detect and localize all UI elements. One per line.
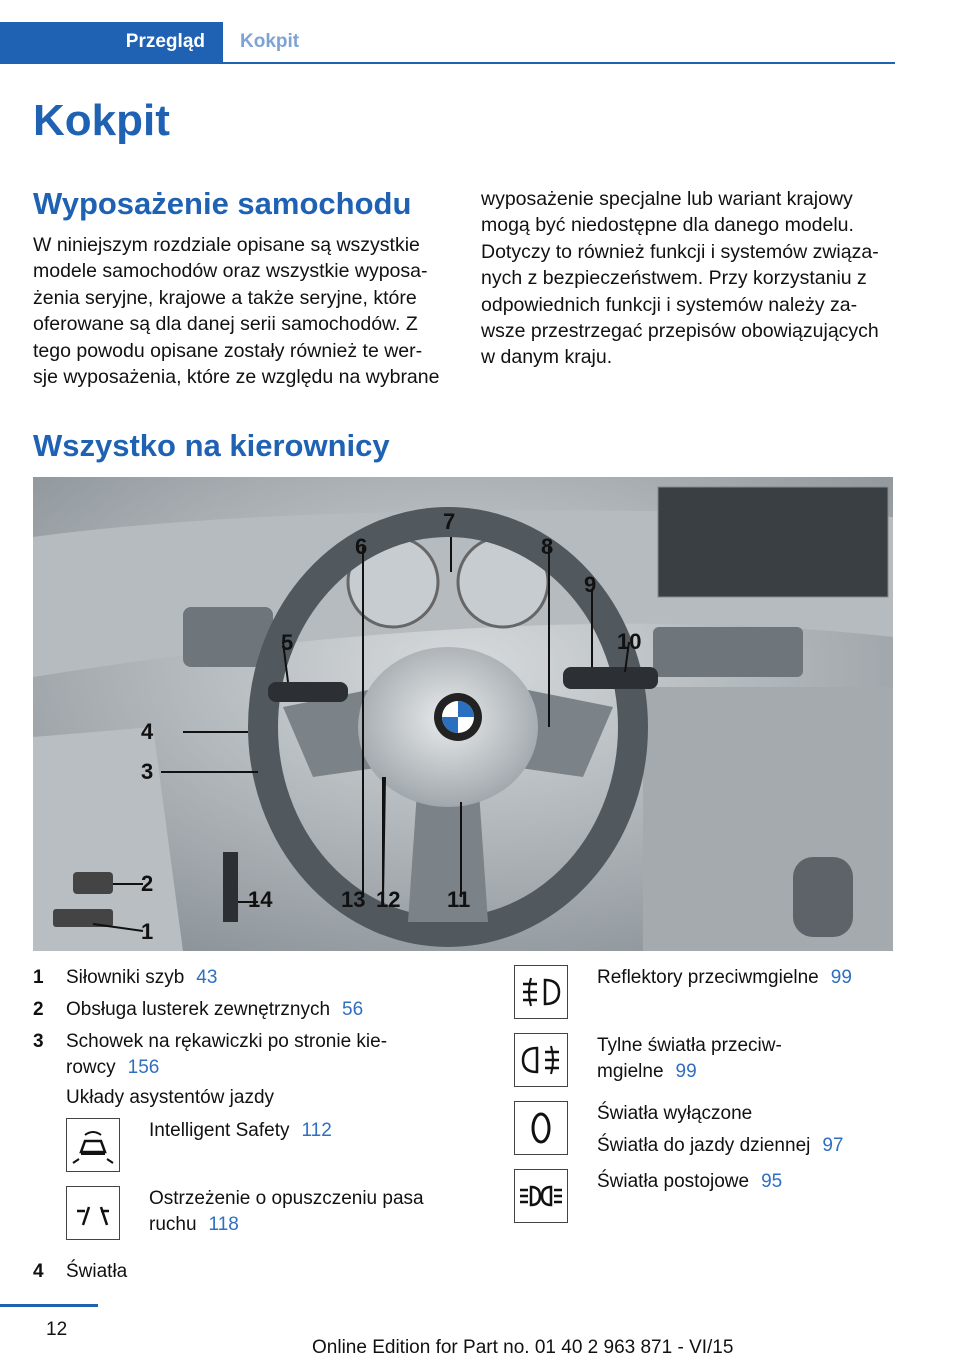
callout-14: 14	[248, 887, 273, 912]
text-line: W niniejszym rozdziale opisane są wszystkie	[33, 234, 420, 256]
list-item	[597, 1033, 782, 1085]
item-text: Schowek na rękawiczki po stronie kie-	[66, 1031, 388, 1052]
text-line: Dotyczy to również funkcji i systemów związa-	[481, 240, 879, 263]
page-title: Kokpit	[33, 96, 170, 145]
section-heading-equipment: Wyposażenie samochodu	[33, 186, 412, 221]
page-link[interactable]: 118	[208, 1214, 239, 1235]
window-switches	[53, 909, 113, 927]
intelligent-safety-icon	[66, 1118, 120, 1172]
text-line: wyposażenie specjalne lub wariant krajowy	[481, 188, 853, 210]
callout-12: 12	[376, 887, 401, 912]
callout-2: 2	[141, 871, 154, 896]
page-link[interactable]: 56	[342, 999, 364, 1020]
page-link[interactable]: 43	[196, 967, 218, 988]
gear-selector	[793, 857, 853, 937]
item-text: Ostrzeżenie o opuszczeniu pasa	[149, 1188, 424, 1209]
front-fog-light-icon	[514, 965, 568, 1019]
section-heading-steering-wheel: Wszystko na kierownicy	[33, 428, 390, 463]
page-link[interactable]: 99	[830, 967, 852, 988]
text-line: oferowane są dla danej serii samochodów. Z	[33, 313, 418, 336]
page-link[interactable]: 156	[127, 1057, 160, 1078]
parking-lights-icon	[514, 1169, 568, 1223]
item-number: 4	[33, 1261, 44, 1282]
text-line: tego powodu opisane zostały również te wer-	[33, 339, 423, 362]
wiper-stalk	[563, 667, 658, 689]
item-text: rowcy	[66, 1057, 116, 1078]
callout-7: 7	[443, 509, 456, 534]
callout-3: 3	[141, 759, 154, 784]
text-line: w danym kraju.	[481, 346, 613, 369]
item-number: 3	[33, 1031, 44, 1052]
item-number: 1	[33, 967, 44, 988]
callout-9: 9	[584, 572, 597, 597]
subheading-driver-assistance: Układy asystentów jazdy	[66, 1087, 275, 1108]
header-tabbar	[0, 22, 895, 64]
tab-przeglad[interactable]: Przegląd	[0, 22, 223, 62]
list-item	[597, 1101, 844, 1159]
item-text: Światła	[66, 1261, 128, 1282]
page-link[interactable]: 99	[675, 1061, 697, 1082]
callout-8: 8	[541, 534, 554, 559]
item-text: Tylne światła przeciw-	[597, 1035, 782, 1056]
list-item	[597, 965, 852, 991]
callout-10: 10	[617, 629, 642, 654]
text-line: wsze przestrzegać przepisów obowiązujących	[481, 320, 879, 343]
rear-fog-light-icon	[514, 1033, 568, 1087]
item-text: Światła wyłączone	[597, 1103, 753, 1124]
callout-5: 5	[281, 630, 294, 655]
item-text: Siłowniki szyb	[66, 967, 185, 988]
intro-paragraph-right	[481, 186, 879, 371]
page-number: 12	[46, 1319, 68, 1340]
text-line: żenia seryjne, krajowe a także seryjne, które	[33, 286, 417, 309]
cockpit-illustration	[33, 477, 893, 951]
lights-off-icon	[514, 1101, 568, 1155]
list-item	[597, 1169, 782, 1195]
item-text: ruchu	[149, 1214, 197, 1235]
list-item	[149, 1186, 424, 1238]
callout-4: 4	[141, 719, 154, 744]
item-text: Intelligent Safety	[149, 1120, 290, 1141]
item-text: Reflektory przeciwmgielne	[597, 967, 819, 988]
item-text: Światła postojowe	[597, 1171, 750, 1192]
text-line: nych z bezpieczeństwem. Przy korzystaniu z	[481, 267, 867, 290]
callout-1: 1	[141, 919, 154, 944]
text-line: sje wyposażenia, które ze względu na wybrane	[33, 366, 440, 389]
item-text: Światła do jazdy dziennej	[597, 1135, 811, 1156]
item-text: Obsługa lusterek zewnętrznych	[66, 999, 331, 1020]
indicator-stalk	[268, 682, 348, 702]
navigation-screen	[658, 487, 888, 597]
list-item	[149, 1118, 332, 1144]
text-line: mogą być niedostępne dla danego modelu.	[481, 214, 854, 237]
footer-edition: Online Edition for Part no. 01 40 2 963 871 - VI/15	[312, 1337, 734, 1358]
page-link[interactable]: 97	[822, 1135, 844, 1156]
callout-11: 11	[447, 887, 471, 912]
item-number: 2	[33, 999, 44, 1020]
item-text: mgielne	[597, 1061, 664, 1082]
mirror-switch	[73, 872, 113, 894]
text-line: odpowiednich funkcji i systemów należy za-	[481, 293, 858, 316]
page-link[interactable]: 95	[761, 1171, 783, 1192]
footer-divider	[0, 1304, 98, 1307]
lane-departure-icon	[66, 1186, 120, 1240]
text-line: modele samochodów oraz wszystkie wyposa-	[33, 260, 428, 283]
callout-13: 13	[341, 887, 366, 912]
intro-paragraph-left	[33, 232, 439, 390]
tab-kokpit[interactable]: Kokpit	[240, 31, 300, 52]
callout-6: 6	[355, 534, 368, 559]
page-link[interactable]: 112	[301, 1120, 332, 1141]
hood-release	[223, 852, 238, 922]
